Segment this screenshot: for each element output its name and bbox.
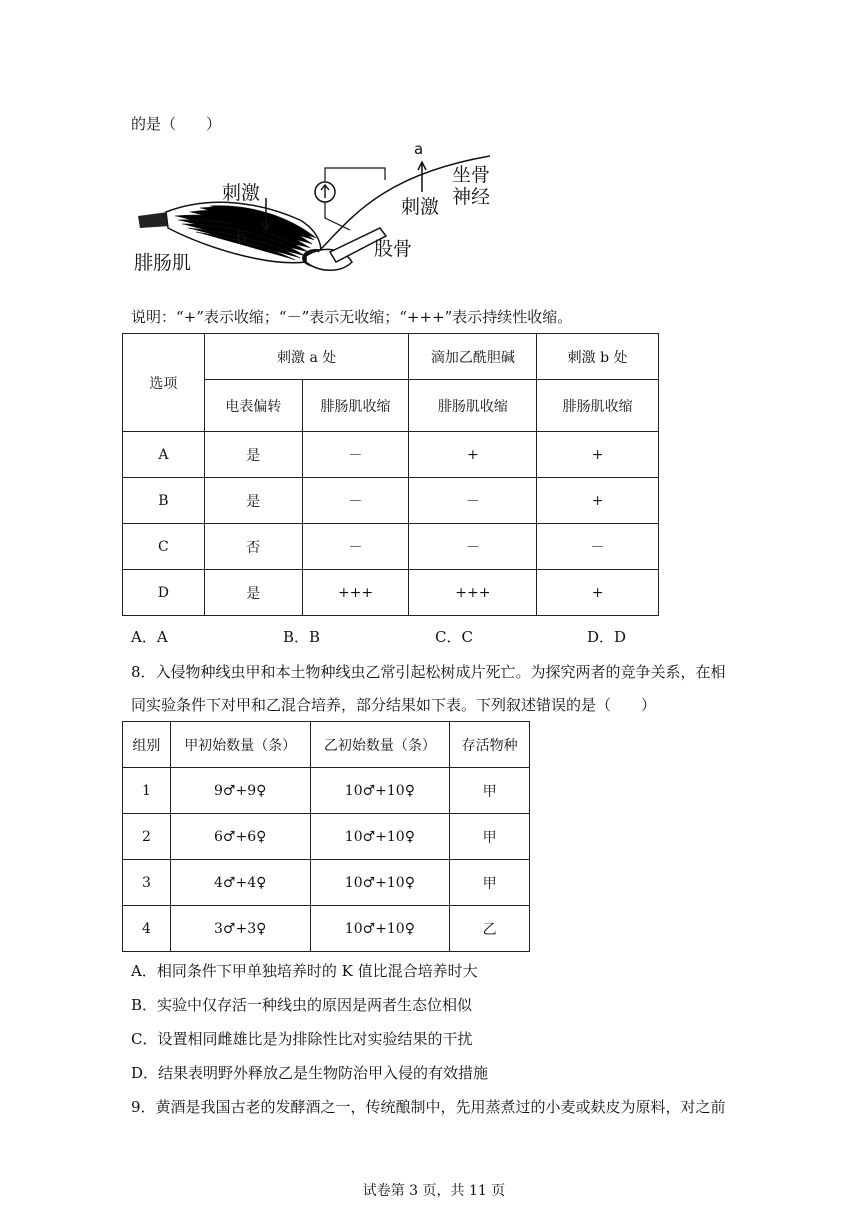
cell-yi: 10♂+10♀ bbox=[310, 860, 450, 906]
cell-group: 3 bbox=[123, 860, 171, 906]
stimulus-arrow-a-icon bbox=[418, 162, 426, 192]
q7-option-a: A．A bbox=[131, 628, 168, 646]
cell-value: － bbox=[409, 478, 537, 524]
table-row bbox=[123, 860, 530, 906]
cell-value: +++ bbox=[409, 570, 537, 616]
page-footer: 试卷第 3 页，共 11 页 bbox=[362, 1183, 506, 1199]
subheader-contract: 腓肠肌收缩 bbox=[409, 380, 537, 432]
cell-value: － bbox=[302, 478, 409, 524]
table-row bbox=[123, 906, 530, 952]
cell-meter: 是 bbox=[204, 570, 302, 616]
table-row bbox=[123, 524, 659, 570]
q7-option-c: C．C bbox=[435, 628, 473, 646]
table-row bbox=[123, 768, 530, 814]
label-stimulus-left: 刺激 bbox=[222, 182, 261, 204]
subheader-contract: 腓肠肌收缩 bbox=[537, 380, 659, 432]
subheader-contract: 腓肠肌收缩 bbox=[302, 380, 409, 432]
header-jia-count: 甲初始数量（条） bbox=[170, 722, 310, 768]
cell-jia: 4♂+4♀ bbox=[170, 860, 310, 906]
q8-stem-line2: 同实验条件下对甲和乙混合培养，部分结果如下表。下列叙述错误的是（ ） bbox=[131, 696, 657, 714]
cell-meter: 否 bbox=[204, 524, 302, 570]
cell-value: + bbox=[537, 570, 659, 616]
header-survivor: 存活物种 bbox=[450, 722, 530, 768]
cell-jia: 3♂+3♀ bbox=[170, 906, 310, 952]
header-stimulus-b: 刺激 b 处 bbox=[537, 334, 659, 380]
cell-option: B bbox=[123, 478, 205, 524]
q8-option-b: B．实验中仅存活一种线虫的原因是两者生态位相似 bbox=[131, 996, 473, 1014]
header-stimulus-a: 刺激 a 处 bbox=[204, 334, 409, 380]
cell-value: － bbox=[409, 524, 537, 570]
q8-option-d: D．结果表明野外释放乙是生物防治甲入侵的有效措施 bbox=[131, 1064, 489, 1082]
header-yi-count: 乙初始数量（条） bbox=[310, 722, 450, 768]
table-row bbox=[123, 478, 659, 524]
cell-yi: 10♂+10♀ bbox=[310, 768, 450, 814]
cell-value: － bbox=[302, 432, 409, 478]
experiment-table bbox=[122, 333, 659, 616]
tendon-stub bbox=[138, 212, 170, 228]
cell-group: 1 bbox=[123, 768, 171, 814]
label-b: b bbox=[236, 228, 247, 248]
cell-survivor: 甲 bbox=[450, 814, 530, 860]
cell-survivor: 乙 bbox=[450, 906, 530, 952]
subheader-meter: 电表偏转 bbox=[204, 380, 302, 432]
q7-option-d: D．D bbox=[587, 628, 627, 646]
cell-group: 2 bbox=[123, 814, 171, 860]
question-stem-tail: 的是（ ） bbox=[131, 115, 222, 133]
q8-stem-line1: 8．入侵物种线虫甲和本土物种线虫乙常引起松树成片死亡。为探究两者的竞争关系，在相 bbox=[131, 663, 726, 681]
label-bone: 股骨 bbox=[374, 238, 413, 260]
table-row bbox=[123, 570, 659, 616]
label-nerve-1: 坐骨 bbox=[452, 164, 491, 186]
cell-meter: 是 bbox=[204, 432, 302, 478]
cell-survivor: 甲 bbox=[450, 860, 530, 906]
label-a: a bbox=[414, 140, 424, 158]
cell-value: － bbox=[302, 524, 409, 570]
cell-value: + bbox=[409, 432, 537, 478]
q7-option-b: B．B bbox=[283, 628, 321, 646]
q8-option-a: A．相同条件下甲单独培养时的 K 值比混合培养时大 bbox=[131, 962, 478, 980]
cell-survivor: 甲 bbox=[450, 768, 530, 814]
cell-value: + bbox=[537, 478, 659, 524]
q9-stem-line1: 9．黄酒是我国古老的发酵酒之一，传统酿制中，先用蒸煮过的小麦或麸皮为原料，对之前 bbox=[131, 1098, 726, 1116]
cell-option: A bbox=[123, 432, 205, 478]
cell-group: 4 bbox=[123, 906, 171, 952]
cell-option: C bbox=[123, 524, 205, 570]
label-nerve-2: 神经 bbox=[452, 186, 491, 208]
cell-option: D bbox=[123, 570, 205, 616]
table-row bbox=[123, 432, 659, 478]
cell-value: + bbox=[537, 432, 659, 478]
nematode-table bbox=[122, 721, 530, 952]
label-stimulus-right: 刺激 bbox=[401, 196, 440, 218]
cell-value: － bbox=[537, 524, 659, 570]
table-row bbox=[123, 814, 530, 860]
cell-yi: 10♂+10♀ bbox=[310, 906, 450, 952]
cell-yi: 10♂+10♀ bbox=[310, 814, 450, 860]
table-note: 说明：“+”表示收缩；“－”表示无收缩；“+++”表示持续性收缩。 bbox=[131, 308, 573, 326]
cell-jia: 6♂+6♀ bbox=[170, 814, 310, 860]
cell-meter: 是 bbox=[204, 478, 302, 524]
header-option: 选项 bbox=[123, 334, 205, 432]
cell-value: +++ bbox=[302, 570, 409, 616]
header-group: 组别 bbox=[123, 722, 171, 768]
header-ach: 滴加乙酰胆碱 bbox=[409, 334, 537, 380]
q8-option-c: C．设置相同雌雄比是为排除性比对实验结果的干扰 bbox=[131, 1030, 473, 1048]
label-muscle: 腓肠肌 bbox=[134, 252, 192, 274]
cell-jia: 9♂+9♀ bbox=[170, 768, 310, 814]
